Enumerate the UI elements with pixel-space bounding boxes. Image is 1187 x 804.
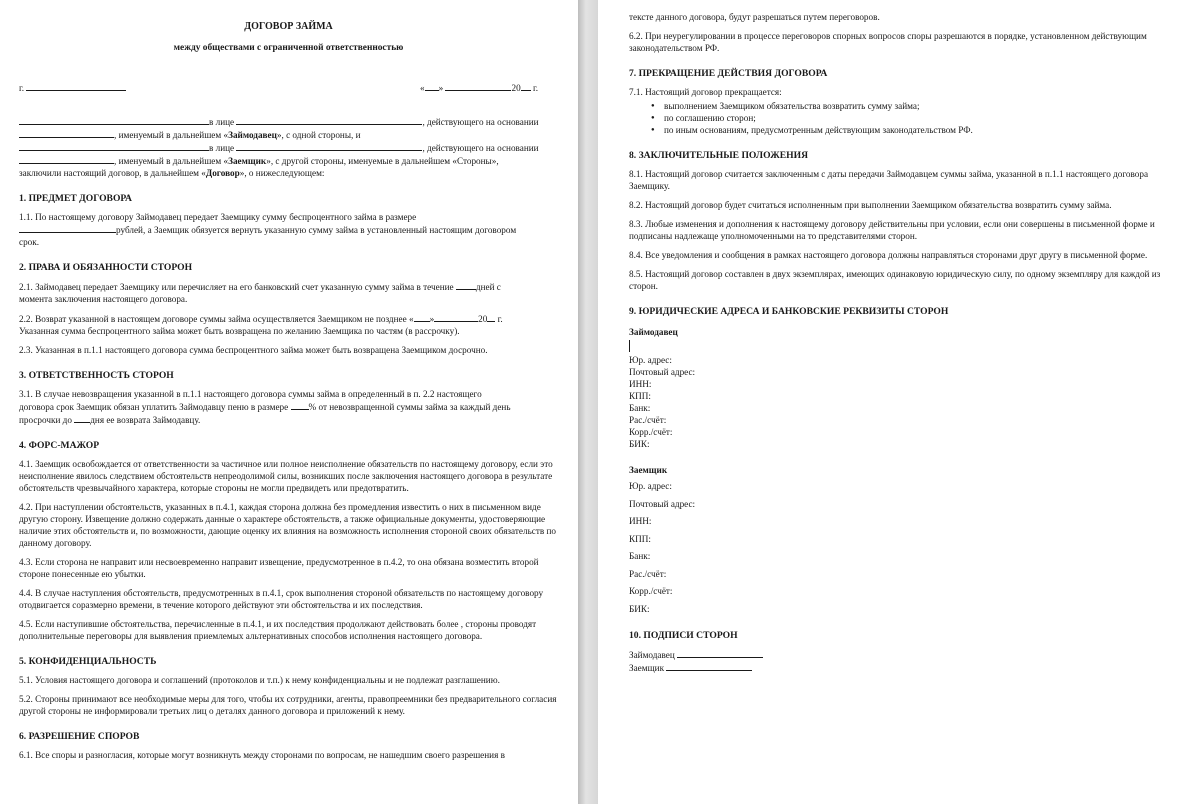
clause-8-2: 8.2. Настоящий договор будет считаться исполненным при выполнении Заемщиком обязательства возвратить сумму займа. xyxy=(629,200,1112,210)
borrower-requisites xyxy=(629,478,1167,618)
requisite-field: БИК: xyxy=(629,439,650,449)
clause-2-2: 2.2. Возврат указанной в настоящем договоре суммы займа осуществляется Заемщиком не позднее « » 20 г. Указанная сумма беспроцентного займа может быть возвращена по желанию Заемщика по частям (в рассрочку). xyxy=(19,314,503,336)
section-4-heading: 4. ФОРС-МАЖОР xyxy=(19,440,100,451)
requisite-field: Почтовый адрес: xyxy=(629,498,696,509)
requisite-field: КПП: xyxy=(629,391,651,401)
clause-8-4: 8.4. Все уведомления и сообщения в рамках настоящего договора должны направляться сторонами друг другу в письменной форме. xyxy=(629,250,1148,260)
section-9-heading: 9. ЮРИДИЧЕСКИЕ АДРЕСА И БАНКОВСКИЕ РЕКВИЗИТЫ СТОРОН xyxy=(629,306,949,317)
borrower-term: Заемщик xyxy=(228,156,267,166)
section-2-heading: 2. ПРАВА И ОБЯЗАННОСТИ СТОРОН xyxy=(19,262,193,273)
clause-2-1: 2.1. Займодавец передает Заемщику или перечисляет на его банковский счет указанную сумму займа в течение дней с момента заключения настоящего договора. xyxy=(19,282,501,304)
requisite-field: Рас./счёт: xyxy=(629,568,667,579)
requisite-field: КПП: xyxy=(629,533,651,544)
clause-4-4: 4.4. В случае наступления обстоятельств, предусмотренных в п.4.1, срок выполнения стороной обязательств по настоящему договору отодвигается соразмерно времени, в течение которого действуют эти обстоятельства и их последствия. xyxy=(19,588,544,610)
lender-signature-line: Займодавец xyxy=(629,648,1167,661)
requisite-field: Банк: xyxy=(629,551,651,561)
requisite-field: ИНН: xyxy=(629,379,652,389)
borrower-signature-line: Заемщик xyxy=(629,661,1167,674)
clause-2-3: 2.3. Указанная в п.1.1 настоящего договора сумма беспроцентного займа может быть возвращена Заемщиком досрочно. xyxy=(19,345,488,355)
requisite-field: Рас./счёт: xyxy=(629,415,667,425)
requisite-field: Юр. адрес: xyxy=(629,481,672,491)
section-10-heading: 10. ПОДПИСИ СТОРОН xyxy=(629,630,738,641)
clause-8-1: 8.1. Настоящий договор считается заключенным с даты передачи Займодавцем суммы займа, указанной в п.1.1 настоящего договора Заемщику. xyxy=(629,169,1149,191)
requisite-field: Корр./счёт: xyxy=(629,427,673,437)
requisite-field: ИНН: xyxy=(629,516,652,526)
requisite-field: БИК: xyxy=(629,603,650,614)
date-field: « » 20 г. xyxy=(420,83,538,93)
borrower-requisites-heading: Заемщик xyxy=(629,465,668,475)
requisite-field: Корр./счёт: xyxy=(629,586,673,596)
parties-paragraph: в лице , действующего на основании , именуемый в дальнейшем «Займодавец», с одной стороны, и в лице , действующего на основании , именуемый в дальнейшем «Заемщик», с другой стороны, именуемые в дальнейшем «Стороны», заключили настоящий договор, в дальнейшем «Договор», о нижеследующем: xyxy=(19,117,539,178)
doc-subtitle: между обществами с ограниченной ответственностью xyxy=(173,43,404,53)
city-field: г. xyxy=(19,81,126,94)
place-date-line xyxy=(19,81,558,94)
clause-6-2: 6.2. При неурегулировании в процессе переговоров спорных вопросов споры разрешаются в порядке, установленном действующим законодательством РФ. xyxy=(629,31,1147,53)
list-item: ● по соглашению сторон; xyxy=(651,112,1167,124)
requisite-field: Банк: xyxy=(629,403,651,413)
clause-5-1: 5.1. Условия настоящего договора и соглашений (протоколов и т.п.) к нему конфиденциальны и не подлежат разглашению. xyxy=(19,675,500,685)
page-gap xyxy=(578,0,598,804)
lender-requisites xyxy=(629,354,1167,450)
section-6-heading: 6. РАЗРЕШЕНИЕ СПОРОВ xyxy=(19,731,140,742)
document-page-left[interactable] xyxy=(0,0,578,804)
doc-title: ДОГОВОР ЗАЙМА xyxy=(244,21,333,32)
section-7-heading: 7. ПРЕКРАЩЕНИЕ ДЕЙСТВИЯ ДОГОВОРА xyxy=(629,68,828,79)
clause-5-2: 5.2. Стороны принимают все необходимые меры для того, чтобы их сотрудники, агенты, правопреемники без предварительного согласия другой стороны не информировали третьих лиц о деталях данного договора и приложений к нему. xyxy=(19,694,557,716)
clause-4-3: 4.3. Если сторона не направит или несвоевременно направит извещение, предусмотренное в п.4.2, то она обязана возместить второй стороне понесенные ею убытки. xyxy=(19,557,539,579)
clause-1-1: 1.1. По настоящему договору Займодавец передает Заемщику сумму беспроцентного займа в размере рублей, а Заемщик обязуется вернуть указанную сумму займа в установленный настоящим договором срок. xyxy=(19,212,517,247)
document-page-right[interactable] xyxy=(598,0,1187,804)
section-5-heading: 5. КОНФИДЕНЦИАЛЬНОСТЬ xyxy=(19,656,157,667)
contract-term: Договор xyxy=(205,168,240,178)
clause-8-3: 8.3. Любые изменения и дополнения к настоящему договору действительны при условии, если они совершены в письменной форме и подписаны надлежаще уполномоченными на то представителями сторон. xyxy=(629,219,1155,241)
list-item: ● выполнением Заемщиком обязательства возвратить сумму займа; xyxy=(651,100,1167,112)
list-item: ● по иным основаниям, предусмотренным действующим законодательством РФ. xyxy=(651,124,1167,136)
clause-8-5: 8.5. Настоящий договор составлен в двух экземплярах, имеющих одинаковую юридическую силу, по одному экземпляру для каждой из сторон. xyxy=(629,269,1161,291)
section-1-heading: 1. ПРЕДМЕТ ДОГОВОРА xyxy=(19,193,132,204)
clause-4-5: 4.5. Если наступившие обстоятельства, перечисленные в п.4.1, и их последствия продолжают действовать более , стороны проводят дополнительные переговоры для выявления приемлемых альтернативных способов исполнения настоящего договора. xyxy=(19,619,537,641)
text-cursor[interactable] xyxy=(629,340,1167,354)
signature-block xyxy=(629,648,1167,674)
clause-3-1: 3.1. В случае невозвращения указанной в п.1.1 настоящего договора суммы займа в определенный в п. 2.2 настоящего договора срок Заемщик обязан уплатить Займодавцу пеню в размере % от невозвращенной суммы займа за каждый день просрочки до дня ее возврата Займодавцу. xyxy=(19,389,511,425)
section-8-heading: 8. ЗАКЛЮЧИТЕЛЬНЫЕ ПОЛОЖЕНИЯ xyxy=(629,150,809,161)
requisite-field: Почтовый адрес: xyxy=(629,367,696,377)
section-3-heading: 3. ОТВЕТСТВЕННОСТЬ СТОРОН xyxy=(19,370,174,381)
clause-4-1: 4.1. Заемщик освобождается от ответственности за частичное или полное неисполнение обязательств по настоящему договору, если это неисполнение явилось следствием обстоятельств непреодолимой силы, возникших после заключения настоящего договора в результате обстоятельств чрезвычайного характера, которые стороны не могли предвидеть или предотвратить. xyxy=(19,459,553,493)
clause-7-1: 7.1. Настоящий договор прекращается: xyxy=(629,87,782,97)
clause-6-1-continued: тексте данного договора, будут разрешаться путем переговоров. xyxy=(629,12,880,22)
requisite-field: Юр. адрес: xyxy=(629,355,672,365)
clause-4-2: 4.2. При наступлении обстоятельств, указанных в п.4.1, каждая сторона должна без промедления известить о них в письменном виде другую сторону. Извещение должно содержать данные о характере обстоятельств, а также официальные документы, удостоверяющие наличие этих обстоятельств и, по возможности, дающие оценку их влияния на возможность исполнения стороной своих обязательств по данному договору. xyxy=(19,502,557,548)
lender-requisites-heading: Займодавец xyxy=(629,327,678,337)
lender-term: Займодавец xyxy=(228,130,277,140)
termination-list xyxy=(629,100,1167,136)
clause-6-1: 6.1. Все споры и разногласия, которые могут возникнуть между сторонами по вопросам, не нашедшим своего разрешения в xyxy=(19,750,505,760)
